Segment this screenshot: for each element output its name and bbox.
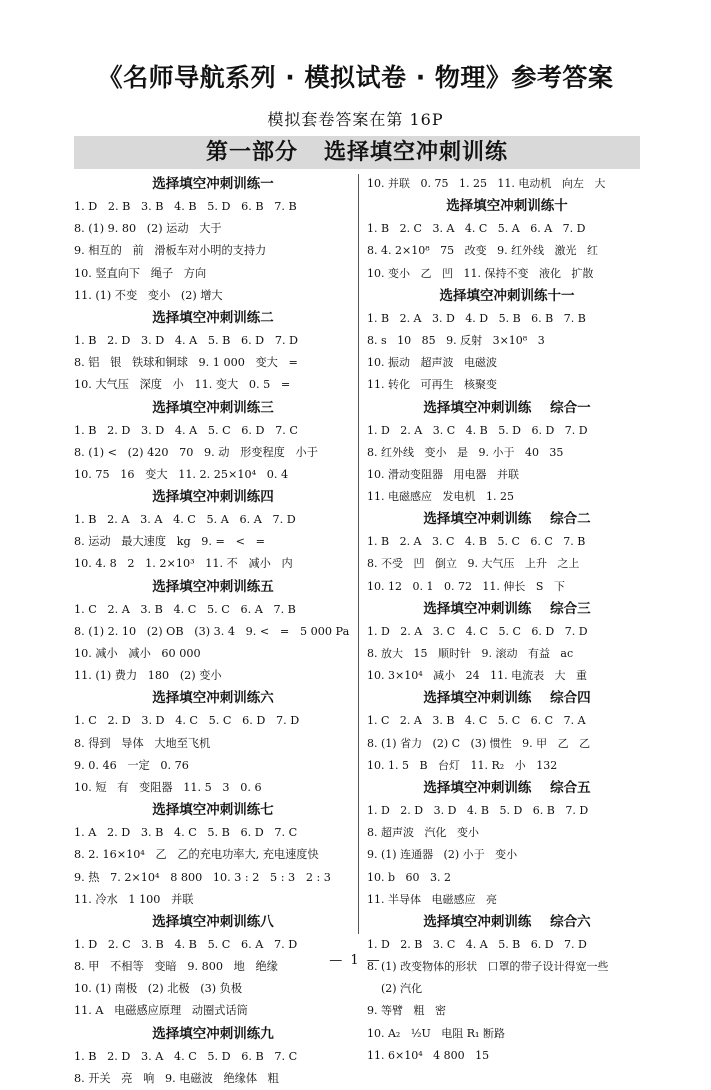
- right-top-continuation: [367, 173, 647, 195]
- answer-line: 1. B 2. C 3. A 4. C 5. A 6. A 7. D: [367, 222, 586, 236]
- exercise-section: [74, 307, 352, 397]
- answer-line: 8. (1) 改变物体的形状 口罩的带子设计得宽一些: [367, 960, 609, 974]
- answer-line: 8. 运动 最大速度 kg 9. = < =: [74, 535, 265, 549]
- answer-line: 1. D 2. D 3. D 4. B 5. D 6. B 7. D: [367, 803, 589, 817]
- answer-line: 9. 等臂 粗 密: [367, 1004, 446, 1018]
- answer-line: 8. 甲 不相等 变暗 9. 800 地 绝缘: [74, 960, 278, 974]
- answer-line: 9. 热 7. 2×10⁴ 8 800 10. 3 : 2 5 : 3 2 : 3: [74, 870, 331, 884]
- section-title: 选择填空冲刺训练六: [152, 690, 274, 707]
- answer-line: 9. 0. 46 一定 0. 76: [74, 758, 189, 772]
- answer-line: 1. B 2. A 3. C 4. B 5. C 6. C 7. B: [367, 535, 586, 549]
- answer-line: (2) 汽化: [367, 982, 423, 996]
- answer-line: 1. D 2. B 3. C 4. A 5. B 6. D 7. D: [367, 937, 587, 951]
- answer-line: 10. 振动 超声波 电磁波: [367, 356, 497, 370]
- answer-line: 1. B 2. D 3. A 4. C 5. D 6. B 7. C: [74, 1049, 298, 1063]
- answer-line: 1. B 2. D 3. D 4. A 5. C 6. D 7. C: [74, 423, 298, 437]
- answer-line: 10. 12 0. 1 0. 72 11. 伸长 S 下: [367, 579, 565, 593]
- answer-line: 1. B 2. D 3. D 4. A 5. B 6. D 7. D: [74, 333, 299, 347]
- column-divider: [358, 174, 359, 934]
- exercise-section: [367, 911, 647, 1067]
- answer-line: 11. 转化 可再生 核聚变: [367, 378, 497, 392]
- answer-line: 10. A₂ ½U 电阻 R₁ 断路: [367, 1026, 505, 1040]
- answer-line: 1. C 2. D 3. D 4. C 5. C 6. D 7. D: [74, 714, 300, 728]
- section-title: 选择填空冲刺训练三: [152, 399, 274, 416]
- answer-line: 10. (1) 南极 (2) 北极 (3) 负极: [74, 982, 243, 996]
- section-title: 选择填空冲刺训练八: [152, 913, 274, 930]
- section-title: 选择填空冲刺训练 综合二: [423, 511, 591, 528]
- answer-line: 8. (1) < (2) 420 70 9. 动 形变程度 小于: [74, 445, 318, 459]
- section-title: 选择填空冲刺训练 综合四: [423, 690, 591, 707]
- answer-line: 10. 4. 8 2 1. 2×10³ 11. 不 减小 内: [74, 557, 293, 571]
- answer-line: 1. B 2. A 3. D 4. D 5. B 6. B 7. B: [367, 311, 586, 325]
- answer-line: 8. 2. 16×10⁴ 乙 乙的充电功率大, 充电速度快: [74, 848, 319, 862]
- answer-line: 8. s 10 85 9. 反射 3×10⁸ 3: [367, 333, 545, 347]
- answer-line: 8. 4. 2×10⁸ 75 改变 9. 红外线 激光 红: [367, 244, 599, 258]
- banner-name: 选择填空冲刺训练: [324, 140, 509, 165]
- answer-line: 8. (1) 2. 10 (2) OB (3) 3. 4 9. < = 5 000 Pa: [74, 624, 350, 638]
- section-title: 选择填空冲刺训练 综合三: [423, 600, 591, 617]
- answer-line: 10. 大气压 深度 小 11. 变大 0. 5 =: [74, 378, 291, 392]
- answer-line: 11. A 电磁感应原理 动圈式话筒: [74, 1004, 248, 1018]
- answer-line: 9. (1) 连通器 (2) 小于 变小: [367, 848, 518, 862]
- exercise-section: [367, 598, 647, 688]
- exercise-section: [74, 397, 352, 487]
- answer-line: 1. B 2. A 3. A 4. C 5. A 6. A 7. D: [74, 513, 296, 527]
- answer-line: 10. 并联 0. 75 1. 25 11. 电动机 向左 大: [367, 177, 606, 190]
- answer-line: 10. 减小 减小 60 000: [74, 647, 201, 660]
- answer-line: 11. 电磁感应 发电机 1. 25: [367, 490, 514, 504]
- answer-line: 11. 冷水 1 100 并联: [74, 892, 194, 906]
- section-title: 选择填空冲刺训练 综合一: [423, 399, 591, 416]
- answer-line: 10. 75 16 变大 11. 2. 25×10⁴ 0. 4: [74, 467, 289, 481]
- section-title: 选择填空冲刺训练十: [446, 198, 568, 215]
- banner-part: 第一部分: [205, 140, 298, 165]
- section-title: 选择填空冲刺训练十一: [439, 287, 575, 304]
- exercise-section: [74, 173, 352, 307]
- answer-line: 8. 开关 亮 响 9. 电磁波 绝缘体 粗: [74, 1071, 279, 1085]
- exercise-section: [74, 1023, 352, 1090]
- answer-line: 8. 得到 导体 大地至飞机: [74, 736, 211, 750]
- exercise-section: [367, 397, 647, 509]
- section-title: 选择填空冲刺训练一: [152, 176, 274, 192]
- answer-line: 10. 竖直向下 绳子 方向: [74, 266, 207, 280]
- exercise-section: [74, 576, 352, 688]
- exercise-section: [367, 687, 647, 777]
- section-title: 选择填空冲刺训练七: [152, 802, 274, 819]
- answer-line: 10. 3×10⁴ 减小 24 11. 电流表 大 重: [367, 669, 588, 683]
- exercise-section: [367, 508, 647, 598]
- answer-line: 9. 相互的 前 滑板车对小明的支持力: [74, 244, 267, 258]
- section-title: 选择填空冲刺训练四: [152, 489, 274, 506]
- section-title: 选择填空冲刺训练 综合五: [423, 779, 591, 796]
- answer-line: 11. (1) 不变 变小 (2) 增大: [74, 288, 223, 302]
- exercise-section: [367, 195, 647, 285]
- answer-line: 8. (1) 9. 80 (2) 运动 大于: [74, 222, 222, 236]
- exercise-section: [367, 777, 647, 911]
- answer-line: 10. 滑动变阻器 用电器 并联: [367, 467, 519, 481]
- exercise-section: [367, 285, 647, 397]
- answer-line: 1. D 2. A 3. C 4. B 5. D 6. D 7. D: [367, 423, 588, 437]
- answer-line: 1. D 2. A 3. C 4. C 5. C 6. D 7. D: [367, 624, 588, 638]
- right-column: [367, 173, 647, 1067]
- exercise-section: [74, 486, 352, 576]
- answer-line: 8. 红外线 变小 是 9. 小于 40 35: [367, 445, 564, 459]
- exercise-section: [74, 687, 352, 799]
- answer-line: 1. C 2. A 3. B 4. C 5. C 6. A 7. B: [74, 602, 296, 616]
- answer-line: 8. 放大 15 顺时针 9. 滚动 有益 ac: [367, 647, 574, 660]
- section-title: 选择填空冲刺训练五: [152, 578, 274, 595]
- answer-line: 1. D 2. B 3. B 4. B 5. D 6. B 7. B: [74, 200, 297, 213]
- page-title: 《名师导航系列 · 模拟试卷 · 物理》参考答案: [97, 63, 614, 92]
- answer-line: 8. 不受 凹 倒立 9. 大气压 上升 之上: [367, 557, 580, 571]
- answer-line: 10. 短 有 变阻器 11. 5 3 0. 6: [74, 780, 262, 794]
- answer-line: 8. (1) 省力 (2) C (3) 惯性 9. 甲 乙 乙: [367, 736, 591, 750]
- answer-line: 11. 半导体 电磁感应 亮: [367, 892, 497, 906]
- answer-line: 10. 变小 乙 凹 11. 保持不变 液化 扩散: [367, 266, 594, 280]
- answer-line: 1. C 2. A 3. B 4. C 5. C 6. C 7. A: [367, 714, 586, 728]
- part-banner: [74, 136, 640, 169]
- answer-line: 1. A 2. D 3. B 4. C 5. B 6. D 7. C: [74, 826, 298, 840]
- answer-line: 10. b 60 3. 2: [367, 870, 451, 884]
- page-number: — 1 —: [329, 953, 382, 968]
- answer-line: 8. 铝 银 铁球和铜球 9. 1 000 变大 =: [74, 356, 298, 370]
- answer-line: 11. (1) 费力 180 (2) 变小: [74, 669, 222, 683]
- answer-line: 11. 6×10⁴ 4 800 15: [367, 1048, 490, 1062]
- section-title: 选择填空冲刺训练 综合六: [423, 913, 591, 930]
- answer-line: 10. 1. 5 B 台灯 11. R₂ 小 132: [367, 758, 558, 772]
- answer-line: 8. 超声波 汽化 变小: [367, 826, 479, 840]
- page-subtitle: 模拟套卷答案在第 16P: [267, 110, 444, 129]
- exercise-section: [74, 799, 352, 911]
- answer-line: 1. D 2. C 3. B 4. B 5. C 6. A 7. D: [74, 937, 298, 951]
- section-title: 选择填空冲刺训练九: [152, 1025, 274, 1042]
- section-title: 选择填空冲刺训练二: [152, 309, 274, 326]
